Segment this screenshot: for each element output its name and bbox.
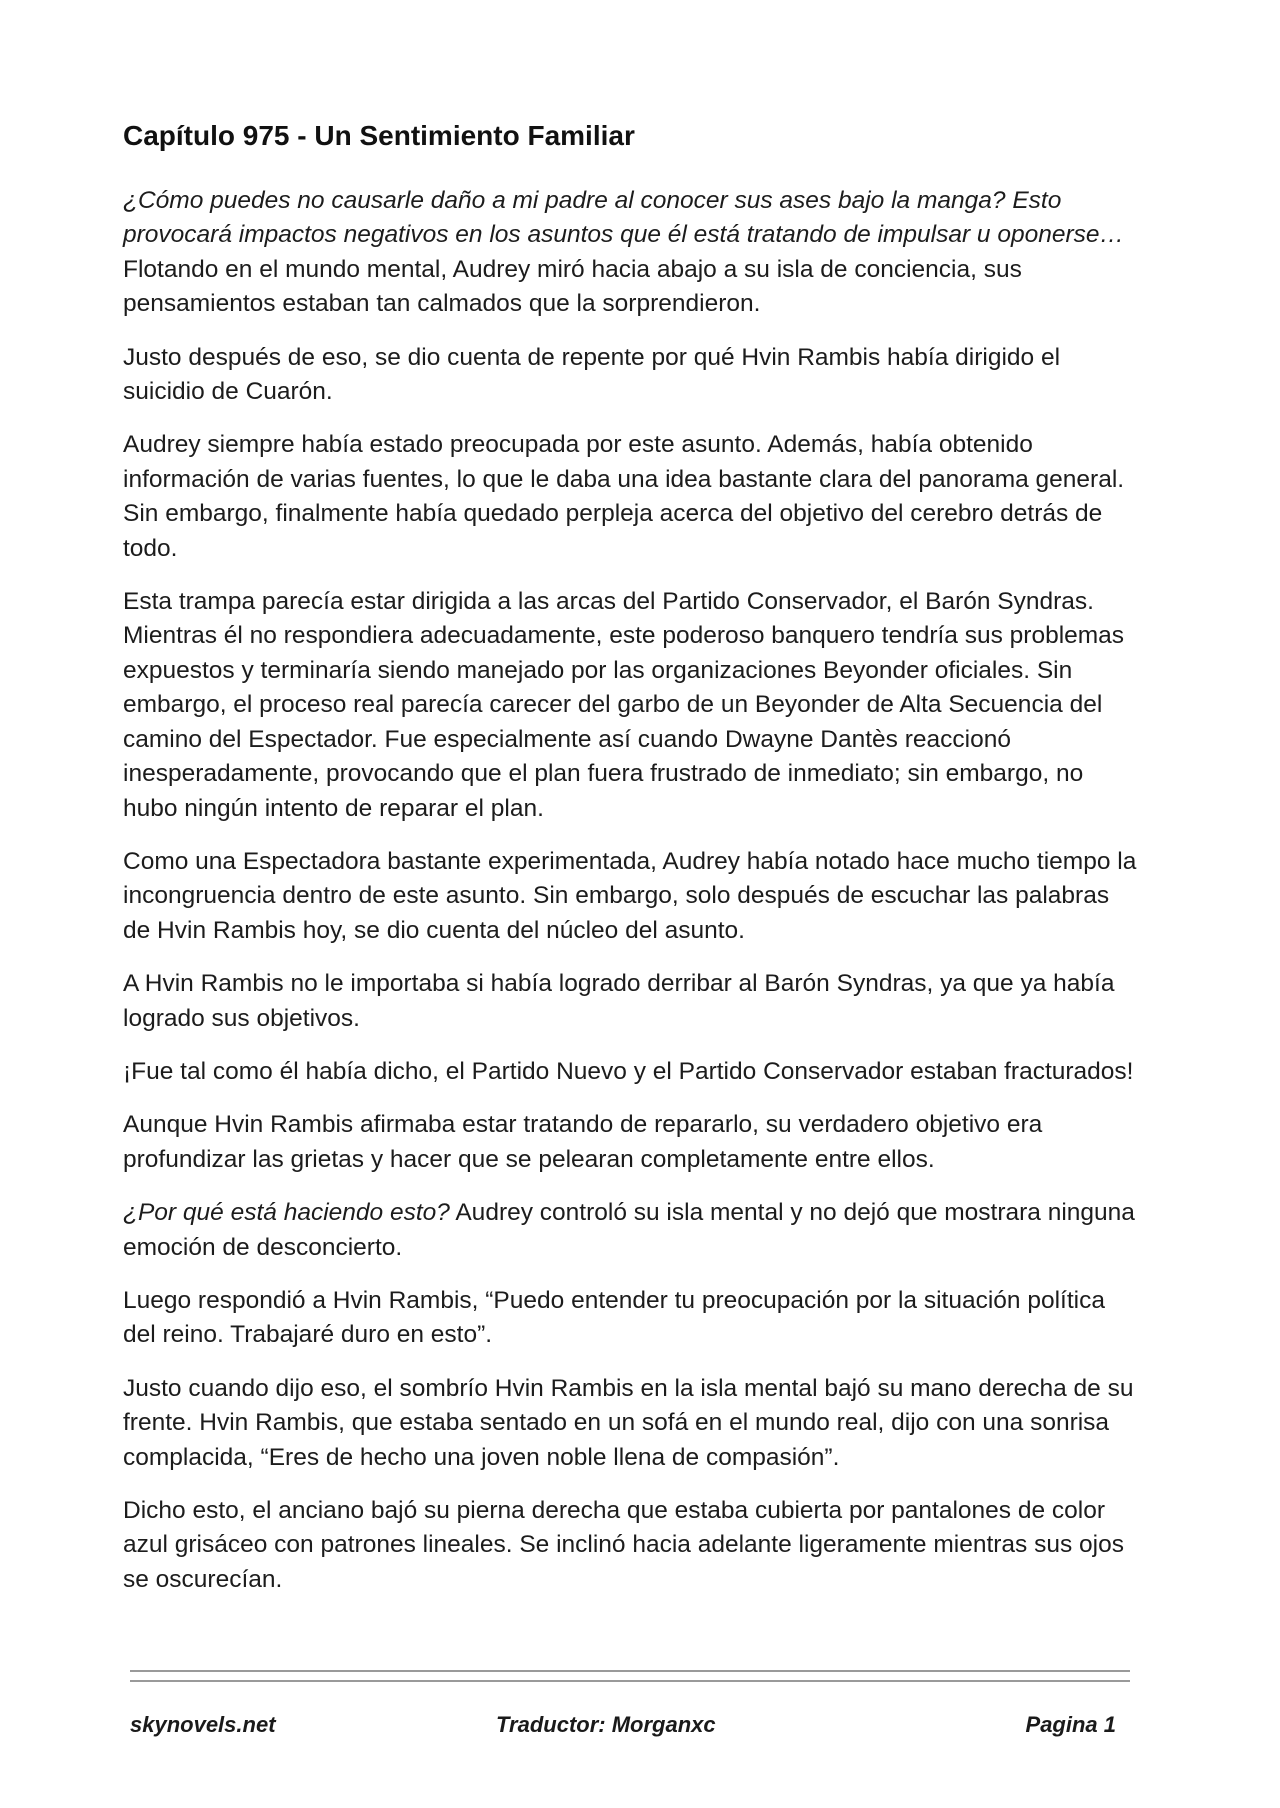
paragraph-text: Justo cuando dijo eso, el sombrío Hvin Rambis en la isla mental bajó su mano derecha de su frente. Hvin Rambis, que estaba sentado en un sofá en el mundo real, dijo con una sonrisa complacida, “Eres de hecho una joven noble llena de compasión”. — [123, 1374, 1134, 1471]
paragraph — [123, 1055, 1143, 1089]
paragraph-text: ¡Fue tal como él había dicho, el Partido Nuevo y el Partido Conservador estaban fracturados! — [123, 1057, 1134, 1085]
paragraph — [123, 1372, 1143, 1475]
divider-line — [130, 1670, 1130, 1672]
chapter-title: Capítulo 975 - Un Sentimiento Familiar — [123, 120, 635, 151]
paragraph-text: Dicho esto, el anciano bajó su pierna derecha que estaba cubierta por pantalones de color azul grisáceo con patrones lineales. Se inclinó hacia adelante ligeramente mientras sus ojos se oscurecían. — [123, 1497, 1124, 1593]
paragraph-text: Como una Espectadora bastante experimentada, Audrey había notado hace mucho tiempo la incongruencia dentro de este asunto. Sin embargo, solo después de escuchar las palabras de Hvin Rambis hoy, se dio cuenta del núcleo del asunto. — [123, 847, 1137, 944]
footer-site: skynovels.net — [130, 1712, 276, 1737]
paragraph — [123, 585, 1143, 826]
footer-page-number: Pagina 1 — [1025, 1712, 1116, 1737]
paragraph-text: Luego respondió a Hvin Rambis, “Puedo entender tu preocupación por la situación política del reino. Trabajaré duro en esto”. — [123, 1286, 1105, 1349]
paragraph — [123, 1196, 1143, 1265]
paragraph-text: Audrey controló su isla mental y no dejó que mostrara ninguna emoción de desconcierto. — [123, 1199, 1135, 1261]
paragraph — [123, 845, 1143, 948]
paragraph-text: Aunque Hvin Rambis afirmaba estar tratando de repararlo, su verdadero objetivo era profundizar las grietas y hacer que se pelearan completamente entre ellos. — [123, 1111, 1043, 1173]
page-footer — [130, 1712, 1130, 1752]
footer-translator: Traductor: Morganxc — [496, 1712, 716, 1737]
paragraph — [123, 341, 1143, 410]
paragraph-text: A Hvin Rambis no le importaba si había logrado derribar al Barón Syndras, ya que ya había logrado sus objetivos. — [123, 970, 1115, 1032]
paragraph — [123, 1494, 1143, 1597]
paragraph — [123, 184, 1143, 322]
footer-divider — [130, 1670, 1130, 1690]
paragraph — [123, 967, 1143, 1036]
document-body — [123, 118, 1143, 1616]
paragraph — [123, 1284, 1143, 1353]
divider-line — [130, 1680, 1130, 1682]
paragraph-italic: ¿Por qué está haciendo esto? — [123, 1199, 450, 1227]
paragraph-text: Flotando en el mundo mental, Audrey miró hacia abajo a su isla de conciencia, sus pensamientos estaban tan calmados que la sorprendieron. — [123, 255, 1022, 318]
paragraph — [123, 428, 1143, 566]
paragraph — [123, 1108, 1143, 1177]
paragraph-italic: ¿Cómo puedes no causarle daño a mi padre al conocer sus ases bajo la manga? Esto provocará impactos negativos en los asuntos que él está tratando de impulsar u oponerse… — [123, 187, 1125, 249]
paragraph-text: Esta trampa parecía estar dirigida a las arcas del Partido Conservador, el Barón Syndras. Mientras él no respondiera adecuadamente, este poderoso banquero tendría sus problemas expuestos y terminaría siendo manejado por las organizaciones Beyonder oficiales. Sin embargo, el proceso real parecía carecer del garbo de un Beyonder de Alta Secuencia del camino del Espectador. Fue especialmente así cuando Dwayne Dantès reaccionó inesperadamente, provocando que el plan fuera frustrado de inmediato; sin embargo, no hubo ningún intento de reparar el plan. — [123, 588, 1125, 822]
paragraph-text: Justo después de eso, se dio cuenta de repente por qué Hvin Rambis había dirigido el suicidio de Cuarón. — [123, 343, 1061, 406]
paragraph-text: Audrey siempre había estado preocupada por este asunto. Además, había obtenido información de varias fuentes, lo que le daba una idea bastante clara del panorama general. Sin embargo, finalmente había quedado perpleja acerca del objetivo del cerebro detrás de todo. — [123, 431, 1125, 562]
